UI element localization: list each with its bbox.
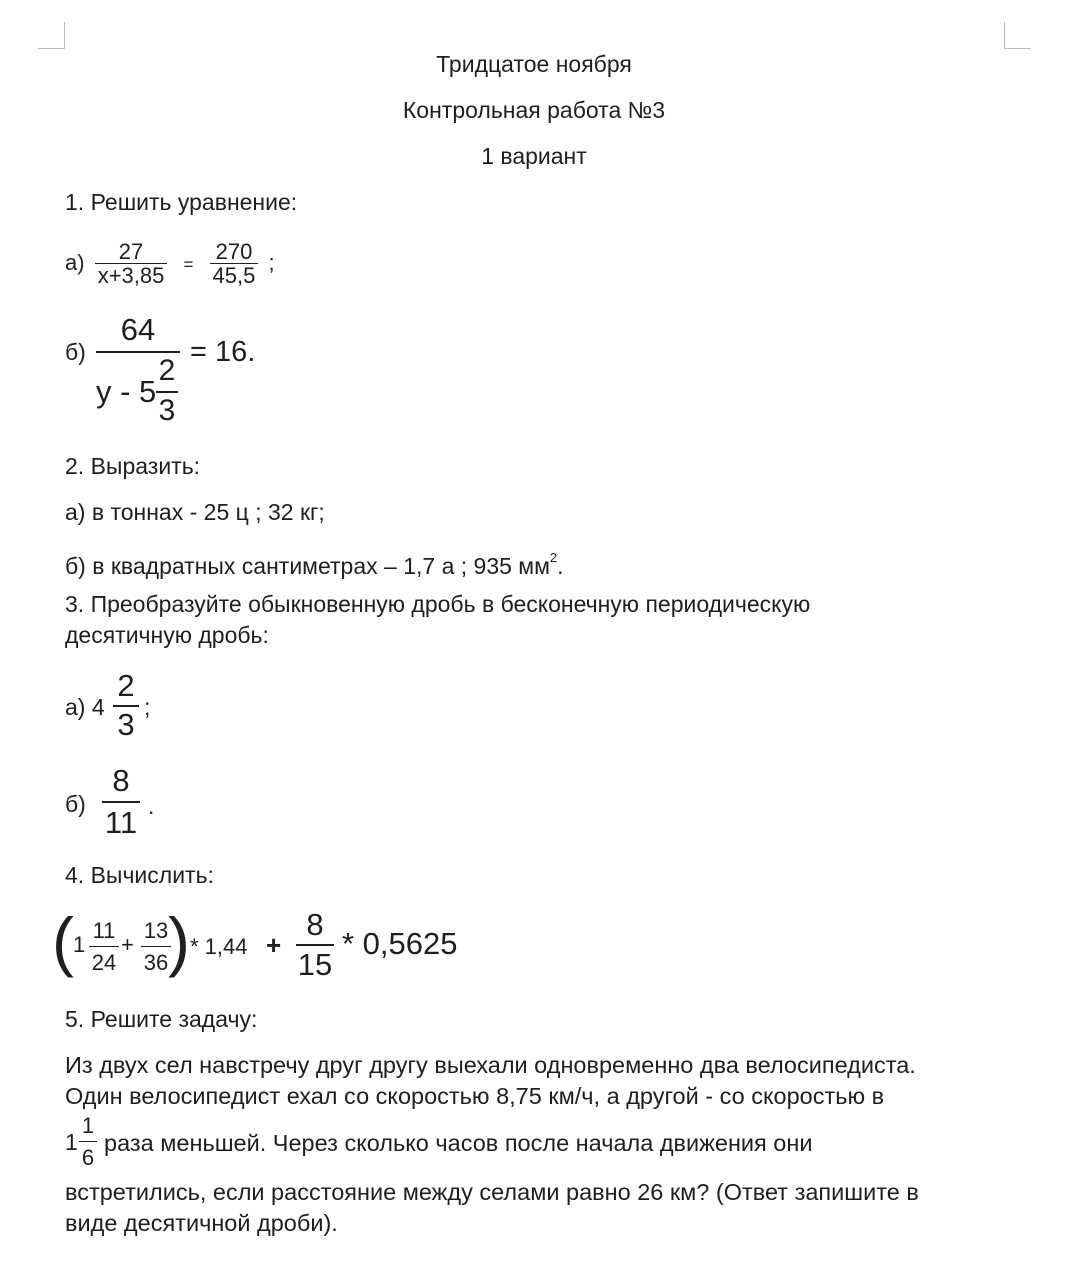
task3-a-denominator: 3 <box>117 707 135 742</box>
task1-b-small-fraction-bar <box>156 391 178 393</box>
task4-f1-numerator: 11 <box>92 918 116 943</box>
task5-line3-rest: раза меньшей. Через сколько часов после начала движения они <box>104 1130 813 1156</box>
task3-b-numerator: 8 <box>112 763 130 798</box>
task2-b-superscript: 2 <box>549 550 558 565</box>
task1-b-small-numerator: 2 <box>158 354 176 387</box>
task3-a-end: ; <box>144 694 151 720</box>
task4-f3-numerator: 8 <box>306 907 324 942</box>
fraction-numerator: 270 <box>215 239 253 265</box>
task1-b-small-denominator: 3 <box>158 394 176 427</box>
task5-line1: Из двух сел навстречу друг другу выехали одновременно два велосипедиста. <box>65 1052 916 1078</box>
task1-b-denominator-prefix: y - 5 <box>96 374 157 409</box>
task5-line2: Один велосипедист ехал со скоростью 8,75 км/ч, а другой - со скоростью в <box>65 1083 885 1109</box>
task3-b-fraction-bar <box>102 801 140 803</box>
task1-a-lhs-fraction <box>95 240 168 288</box>
task2-b-text: б) в квадратных сантиметрах – 1,7 а ; 935 мм <box>65 553 550 579</box>
task4-f2-denominator: 36 <box>143 950 169 975</box>
task5-line4: встретились, если расстояние между селами равно 26 км? (Ответ запишите в <box>65 1179 919 1205</box>
task3-heading-line2: десятичную дробь: <box>65 622 269 648</box>
header-title: Контрольная работа №3 <box>402 97 666 123</box>
task4-f1-bar <box>89 946 119 947</box>
task4-f3-bar <box>296 944 334 946</box>
task4-whole: 1 <box>73 932 86 957</box>
page-corner-mark-top-left <box>38 22 65 49</box>
task4-heading: 4. Вычислить: <box>65 862 214 888</box>
task3-b-label: б) <box>65 791 86 817</box>
task4-f3-denominator: 15 <box>297 947 333 982</box>
task3-a-label: а) 4 <box>65 694 105 720</box>
task2-b-end: . <box>557 553 564 579</box>
task3-a-numerator: 2 <box>117 668 135 703</box>
task5-mixed-bar <box>79 1141 97 1142</box>
fraction-denominator: 45,5 <box>210 263 259 288</box>
task1-a-equation <box>65 233 275 295</box>
task1-b-fraction-bar <box>96 351 180 353</box>
task3-b-denominator: 11 <box>104 805 138 840</box>
task1-heading: 1. Решить уравнение: <box>65 189 298 215</box>
header-variant: 1 вариант <box>481 143 587 169</box>
fraction-numerator: 27 <box>118 239 144 265</box>
task4-mult1: * 1,44 <box>190 934 248 959</box>
task1-b-label: б) <box>65 339 86 365</box>
fraction-denominator: x+3,85 <box>95 263 168 288</box>
task3-heading-line1: 3. Преобразуйте обыкновенную дробь в бесконечную периодическую <box>65 591 811 617</box>
task3-b-end: . <box>148 793 155 819</box>
header-date: Тридцатое ноября <box>436 51 632 77</box>
task4-mult2: * 0,5625 <box>342 926 458 961</box>
task5-line5: виде десятичной дроби). <box>65 1210 338 1236</box>
task4-left-parenthesis: ( <box>52 904 74 978</box>
task4-right-parenthesis: ) <box>168 904 190 978</box>
task4-f2-numerator: 13 <box>143 918 169 943</box>
task4-f2-bar <box>141 946 171 947</box>
task2-heading: 2. Выразить: <box>65 453 201 479</box>
task1-a-end: ; <box>268 250 275 275</box>
task1-a-equals: = <box>183 255 194 274</box>
task4-f1-denominator: 24 <box>91 950 117 975</box>
task5-mixed-whole: 1 <box>65 1129 78 1155</box>
task4-plus2: + <box>266 930 282 960</box>
task5-mixed-denominator: 6 <box>81 1145 95 1170</box>
task4-plus1: + <box>121 932 134 957</box>
task5-mixed-numerator: 1 <box>81 1113 95 1138</box>
page-corner-mark-top-right <box>1004 22 1031 49</box>
task2-b <box>65 543 564 581</box>
task1-b-numerator: 64 <box>120 312 156 347</box>
task2-a: а) в тоннах - 25 ц ; 32 кг; <box>65 499 325 525</box>
task5-heading: 5. Решите задачу: <box>65 1006 258 1032</box>
task1-a-rhs-fraction <box>210 240 259 288</box>
task1-b-rhs: = 16. <box>190 336 256 368</box>
task1-a-label: а) <box>65 250 85 275</box>
